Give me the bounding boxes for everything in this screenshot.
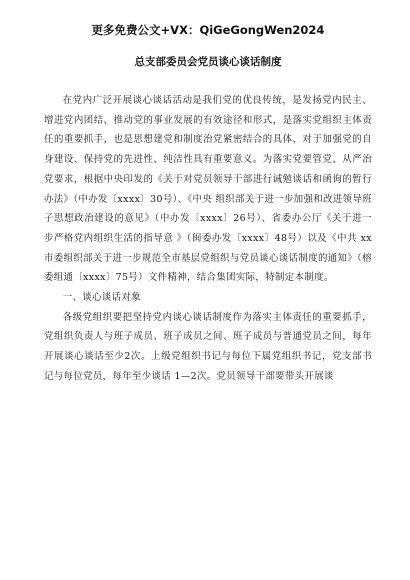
section-heading-1: 一、谈心谈话对象: [62, 292, 141, 304]
section-1-paragraph: 各级党组织要把坚持党内谈心谈话制度作为落实主体责任的重要抓手，党组织负责人与班子成员、班子成员之间、班子成员与普通党员之间，每年开展谈心谈话至少2次。上级党组织书记与每位下属党组织书记，党支部书记与每位党员，每年至少谈话 1—2次。党员领导干部要带头开展谈: [44, 311, 372, 382]
document-title: 总支部委员会党员谈心谈话制度: [134, 56, 282, 68]
intro-paragraph: 在党内广泛开展谈心谈话活动是我们党的优良传统，是发扬党内民主、增进党内团结、推动党的事业发展的有效途径和形式，是落实党组织主体责任的重要抓手，也是思想建党和制度治党紧密结合的具体，对于加强党的自身建设、保持党的先进性、纯洁性具有重要意义。为落实党要管党、从严治党要求，根据中央印发的《关于对党员领导干部进行诫勉谈话和函询的暂行办法》（中办发〔xxxx〕30号）、《中央 组织部关于进一步加强和改进领导班子思想政治建设的意见》（中办发〔xxxx〕26号）、省委办公厅《关于进一步严格党内组织生活的指导意 》（闽委办发〔xxxx〕48号）以及《中共 xx市委组织部关于进一步规范全市基层党组织与党员谈心谈话制度的通知》（榕委组通〔xxxx〕75号）文件精神，结合集团实际，特制定本制度。: [44, 95, 372, 284]
page-header: 更多免费公文+VX：QiGeGongWen2024: [91, 23, 325, 37]
